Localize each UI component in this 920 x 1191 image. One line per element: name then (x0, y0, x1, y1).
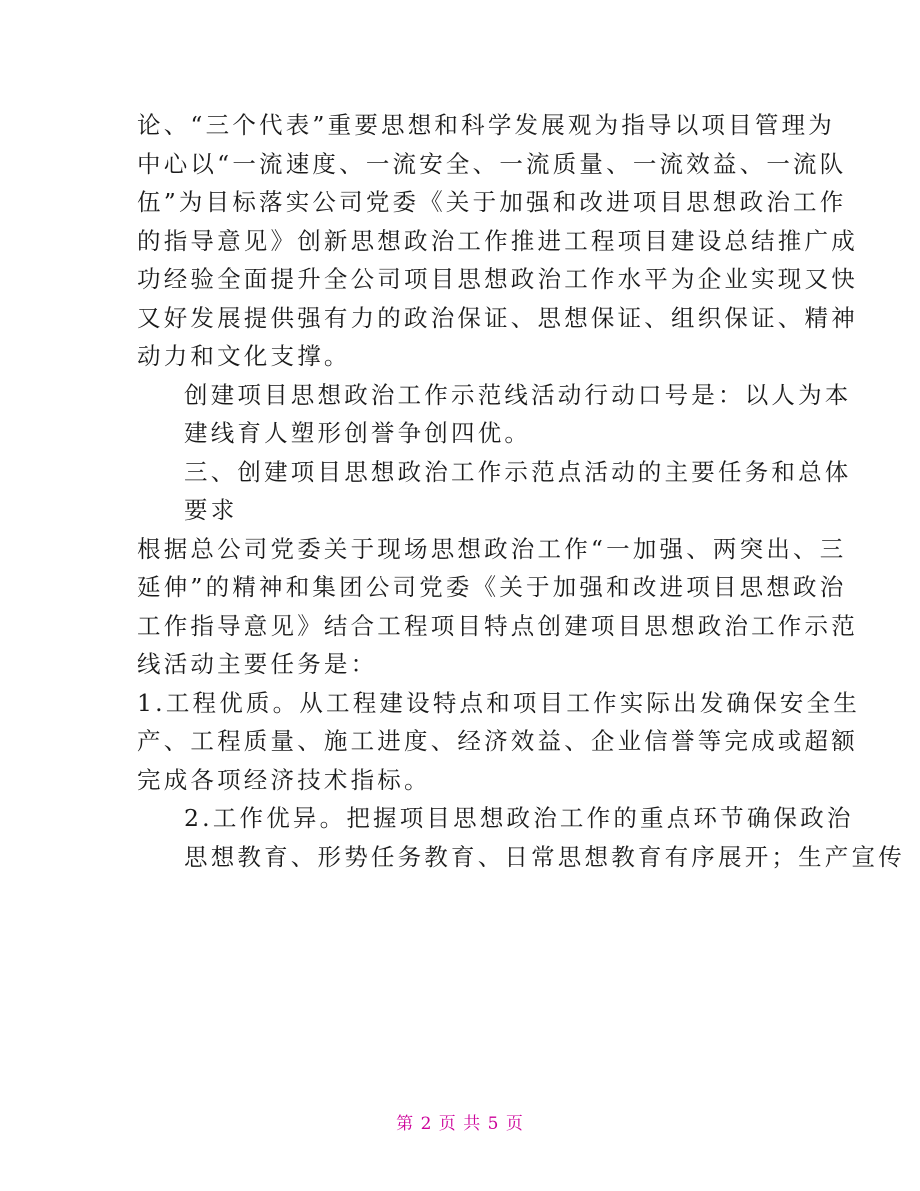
footer-prefix: 第 (396, 1114, 415, 1134)
footer-suffix: 页 (505, 1114, 524, 1134)
footer-current-page: 2 (420, 1114, 433, 1134)
paragraph (137, 453, 852, 530)
text-line: 产、工程质量、施工进度、经济效益、企业信誉等完成或超额 (137, 727, 858, 755)
text-line: 线活动主要任务是： (137, 650, 378, 678)
text-line: 根据总公司党委关于现场思想政治工作“一加强、两突出、三 (137, 534, 847, 563)
text-line: 的指导意见》创新思想政治工作推进工程项目建设总结推广成 (137, 226, 858, 255)
text-line: 思想教育、形势任务教育、日常思想教育有序展开；生产宣传 (184, 842, 905, 871)
paragraph (137, 376, 852, 453)
text-line: 功经验全面提升全公司项目思想政治工作水平为企业实现又快 (137, 265, 858, 293)
text-line: 2.工作优异。把握项目思想政治工作的重点环节确保政治 (184, 804, 854, 832)
text-line: 工作指导意见》结合工程项目特点创建项目思想政治工作示范 (137, 611, 858, 640)
text-line: 建线育人塑形创誉争创四优。 (184, 419, 532, 447)
text-line: 完成各项经济技术指标。 (137, 765, 431, 794)
footer-middle: 页 共 (438, 1114, 482, 1134)
page-footer (0, 1112, 920, 1136)
text-line: 论、“三个代表”重要思想和科学发展观为指导以项目管理为 (137, 111, 835, 139)
document-body (137, 106, 905, 876)
text-line: 伍”为目标落实公司党委《关于加强和改进项目思想政治工作 (137, 188, 847, 216)
text-line: 又好发展提供强有力的政治保证、思想保证、组织保证、精神 (137, 303, 858, 332)
footer-total-pages: 5 (487, 1114, 500, 1134)
text-line: 三、创建项目思想政治工作示范点活动的主要任务和总体 (184, 457, 852, 486)
paragraph (137, 106, 858, 376)
paragraph (137, 530, 858, 684)
text-line: 1.工程优质。从工程建设特点和项目工作实际出发确保安全生 (137, 688, 861, 717)
text-line: 要求 (184, 496, 238, 524)
text-line: 动力和文化支撑。 (137, 342, 351, 370)
text-line: 延伸”的精神和集团公司党委《关于加强和改进项目思想政治 (137, 573, 847, 601)
text-line: 中心以“一流速度、一流安全、一流质量、一流效益、一流队 (137, 149, 847, 178)
text-line: 创建项目思想政治工作示范线活动行动口号是：以人为本 (184, 380, 852, 409)
paragraph (137, 684, 861, 800)
paragraph (137, 799, 905, 876)
